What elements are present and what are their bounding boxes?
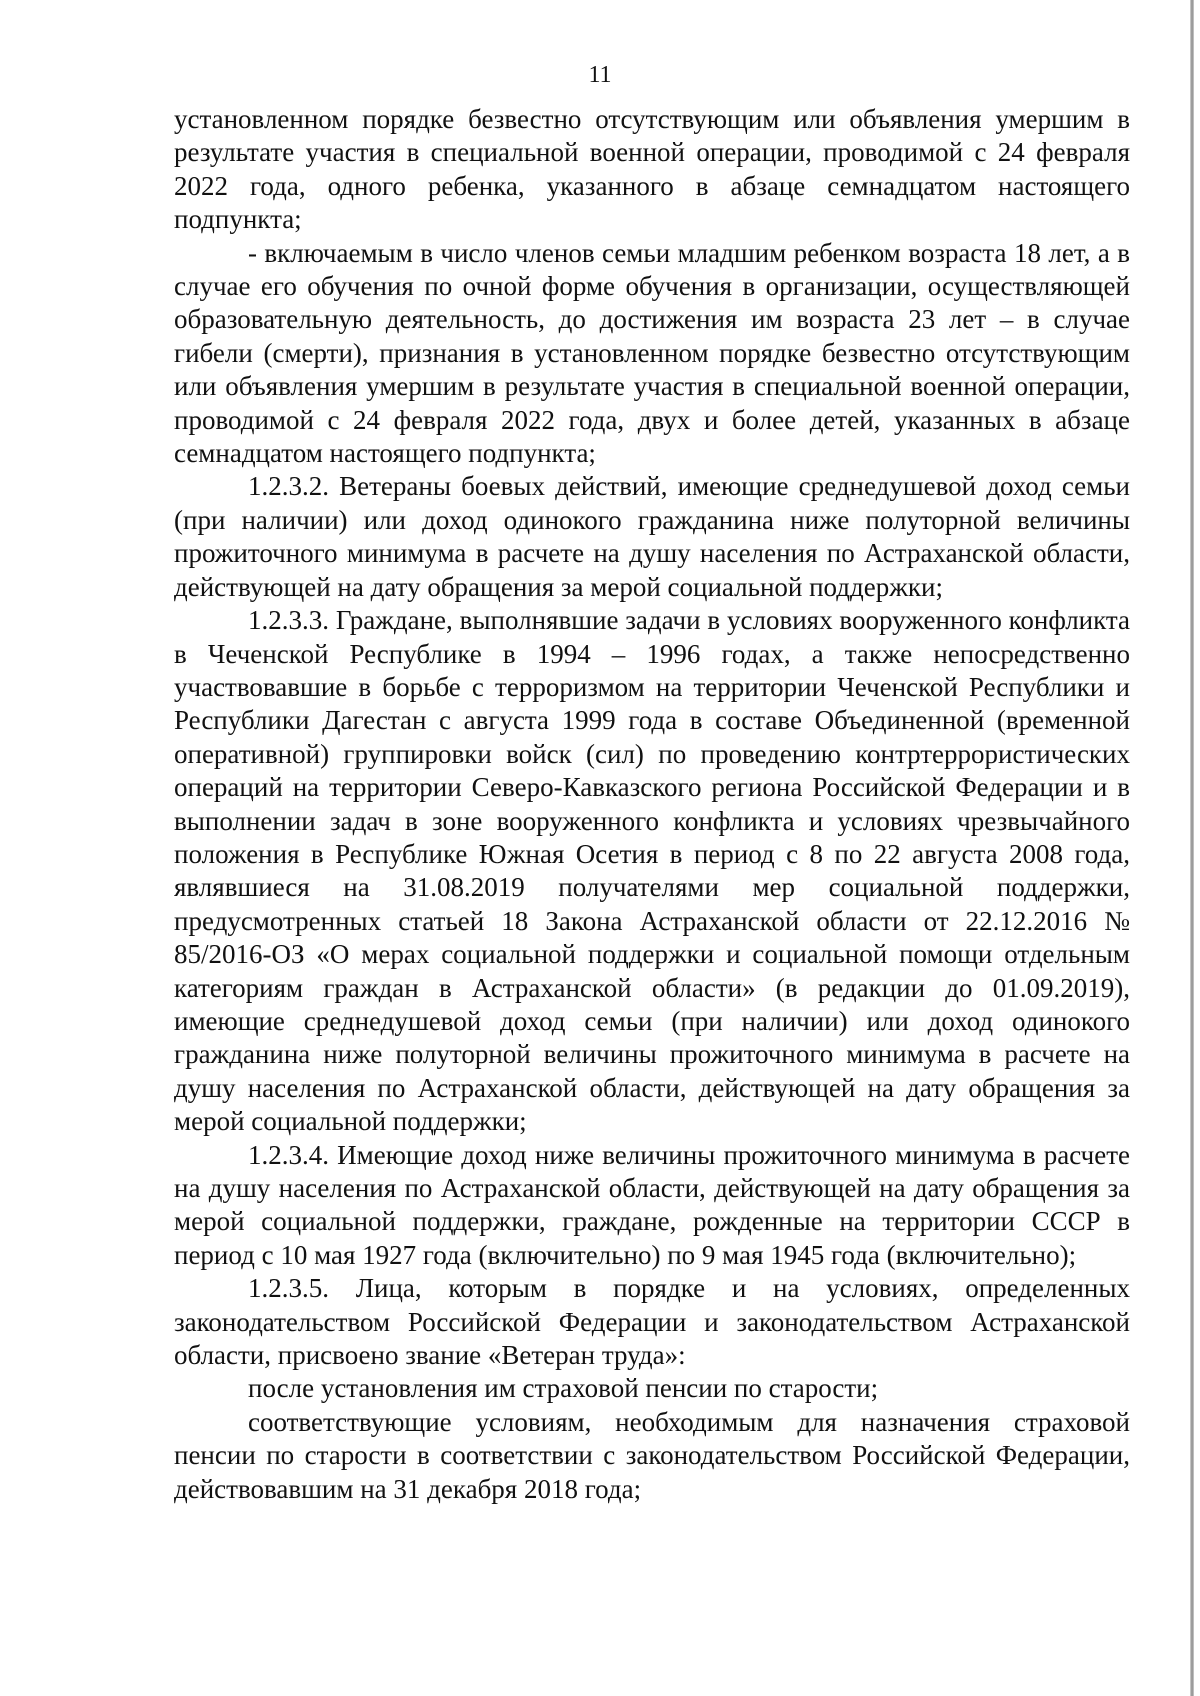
page-number: 11 [588,62,612,88]
paragraph-1-2-3-5: 1.2.3.5. Лица, которым в порядке и на условиях, определенных законодательством Российской Федерации и законодательством Астраханской области, присвоено звание «Ветеран труда»: [174,1273,1130,1371]
paragraph-1-2-3-2: 1.2.3.2. Ветераны боевых действий, имеющие среднедушевой доход семьи (при наличии) или доход одинокого гражданина ниже полуторной величины прожиточного минимума в расчете на душу населения по Астраханской области, действующей на дату обращения за мерой социальной поддержки; [174,471,1130,602]
paragraph-1-2-3-4: 1.2.3.4. Имеющие доход ниже величины прожиточного минимума в расчете на душу населения по Астраханской области, действующей на дату обращения за мерой социальной поддержки, граждане, рожденные на территории СССР в период с 10 мая 1927 года (включительно) по 9 мая 1945 года (включительно); [174,1139,1130,1270]
paragraph-pension-conditions: соответствующие условиям, необходимым для назначения страховой пенсии по старости в соответствии с законодательством Российской Федерации, действовавшим на 31 декабря 2018 года; [174,1406,1130,1504]
document-body [174,103,1130,1506]
scan-edge-shadow [1190,0,1194,1696]
paragraph-youngest-child: - включаемым в число членов семьи младшим ребенком возраста 18 лет, а в случае его обучения по очной форме обучения в организации, осуществляющей образовательную деятельность, до достижения им возраста 23 лет – в случае гибели (смерти), признания в установленном порядке безвестно отсутствующим или объявления умершим в результате участия в специальной военной операции, проводимой с 24 февраля 2022 года, двух и более детей, указанных в абзаце семнадцатом настоящего подпункта; [174,237,1130,469]
paragraph-1-2-3-3: 1.2.3.3. Граждане, выполнявшие задачи в условиях вооруженного конфликта в Чеченской Республике в 1994 – 1996 годах, а также непосредственно участвовавшие в борьбе с терроризмом на территории Чеченской Республики и Республики Дагестан с августа 1999 года в составе Объединенной (временной оперативной) группировки войск (сил) по проведению контртеррористических операций на территории Северо-Кавказского региона Российской Федерации и в выполнении задач в зоне вооруженного конфликта и условиях чрезвычайного положения в Республике Южная Осетия в период с 8 по 22 августа 2008 года, являвшиеся на 31.08.2019 получателями мер социальной поддержки, предусмотренных статьей 18 Закона Астраханской области от 22.12.2016 № 85/2016-ОЗ «О мерах социальной поддержки и социальной помощи отдельным категориям граждан в Астраханской области» (в редакции до 01.09.2019), имеющие среднедушевой доход семьи (при наличии) или доход одинокого гражданина ниже полуторной величины прожиточного минимума в расчете на душу населения по Астраханской области, действующей на дату обращения за мерой социальной поддержки; [174,605,1130,1137]
paragraph-after-pension: после установления им страховой пенсии по старости; [248,1373,879,1404]
paragraph-continuation: установленном порядке безвестно отсутствующим или объявления умершим в результате участия в специальной военной операции, проводимой с 24 февраля 2022 года, одного ребенка, указанного в абзаце семнадцатом настоящего подпункта; [174,104,1130,235]
